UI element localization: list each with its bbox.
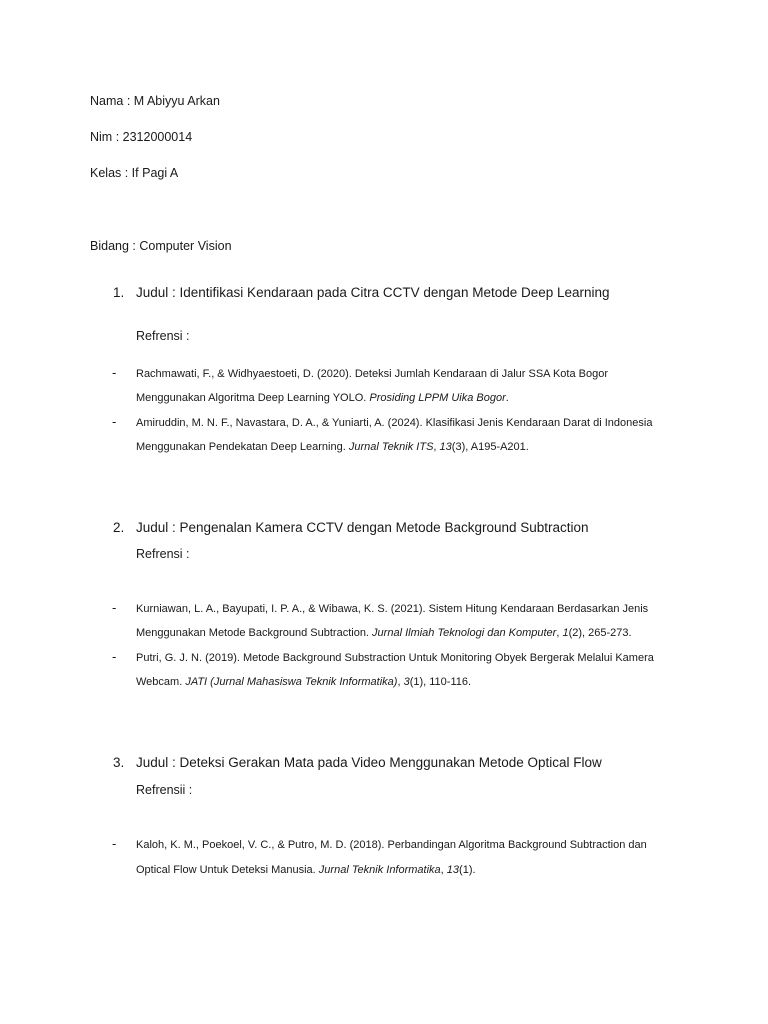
section-title: Judul : Pengenalan Kamera CCTV dengan Metode Background Subtraction (136, 520, 589, 535)
reference-line: Optical Flow Untuk Deteksi Manusia. Jurnal Teknik Informatika, 13(1). (136, 864, 476, 876)
reference-line: Rachmawati, F., & Widhyaestoeti, D. (2020). Deteksi Jumlah Kendaraan di Jalur SSA Kota Bogor (136, 368, 609, 380)
reference-label: Refrensi : (136, 547, 190, 561)
reference-label: Refrensi : (136, 329, 190, 343)
section-title: Judul : Deteksi Gerakan Mata pada Video Menggunakan Metode Optical Flow (136, 755, 602, 770)
field-of-study: Bidang : Computer Vision (90, 239, 232, 253)
reference-line: Amiruddin, M. N. F., Navastara, D. A., & Yuniarti, A. (2024). Klasifikasi Jenis Kendaraan Darat di Indonesia (136, 417, 653, 429)
student-nim: Nim : 2312000014 (90, 130, 193, 144)
student-class: Kelas : If Pagi A (90, 166, 179, 180)
journal-name: Jurnal Teknik Informatika (318, 864, 441, 876)
journal-name: Jurnal Teknik ITS (348, 441, 434, 453)
list-bullet: - (112, 600, 117, 615)
list-bullet: - (112, 414, 117, 429)
list-bullet: - (112, 365, 117, 380)
reference-line: Webcam. JATI (Jurnal Mahasiswa Teknik Informatika), 3(1), 110-116. (136, 676, 472, 688)
section-number: 1. (113, 285, 125, 300)
journal-name: Prosiding LPPM Uika Bogor (369, 392, 506, 404)
reference-line: Putri, G. J. N. (2019). Metode Background Substraction Untuk Monitoring Obyek Bergerak Melalui Kamera (136, 652, 654, 664)
reference-label: Refrensii : (136, 783, 193, 797)
reference-line: Kurniawan, L. A., Bayupati, I. P. A., & Wibawa, K. S. (2021). Sistem Hitung Kendaraan Berdasarkan Jenis (136, 603, 649, 615)
reference-line: Menggunakan Pendekatan Deep Learning. Jurnal Teknik ITS, 13(3), A195-A201. (136, 441, 529, 453)
section-title: Judul : Identifikasi Kendaraan pada Citra CCTV dengan Metode Deep Learning (136, 285, 610, 300)
reference-line: Menggunakan Algoritma Deep Learning YOLO. Prosiding LPPM Uika Bogor. (136, 392, 509, 404)
section-number: 2. (113, 520, 125, 535)
list-bullet: - (112, 836, 117, 851)
student-name: Nama : M Abiyyu Arkan (90, 94, 220, 108)
reference-line: Kaloh, K. M., Poekoel, V. C., & Putro, M. D. (2018). Perbandingan Algoritma Background Subtraction dan (136, 839, 647, 851)
journal-name: Jurnal Ilmiah Teknologi dan Komputer (372, 627, 557, 639)
list-bullet: - (112, 649, 117, 664)
reference-line: Menggunakan Metode Background Subtraction. Jurnal Ilmiah Teknologi dan Komputer, 1(2), 265-273. (136, 627, 632, 639)
journal-name: JATI (Jurnal Mahasiswa Teknik Informatika) (185, 676, 398, 688)
section-number: 3. (113, 755, 125, 770)
